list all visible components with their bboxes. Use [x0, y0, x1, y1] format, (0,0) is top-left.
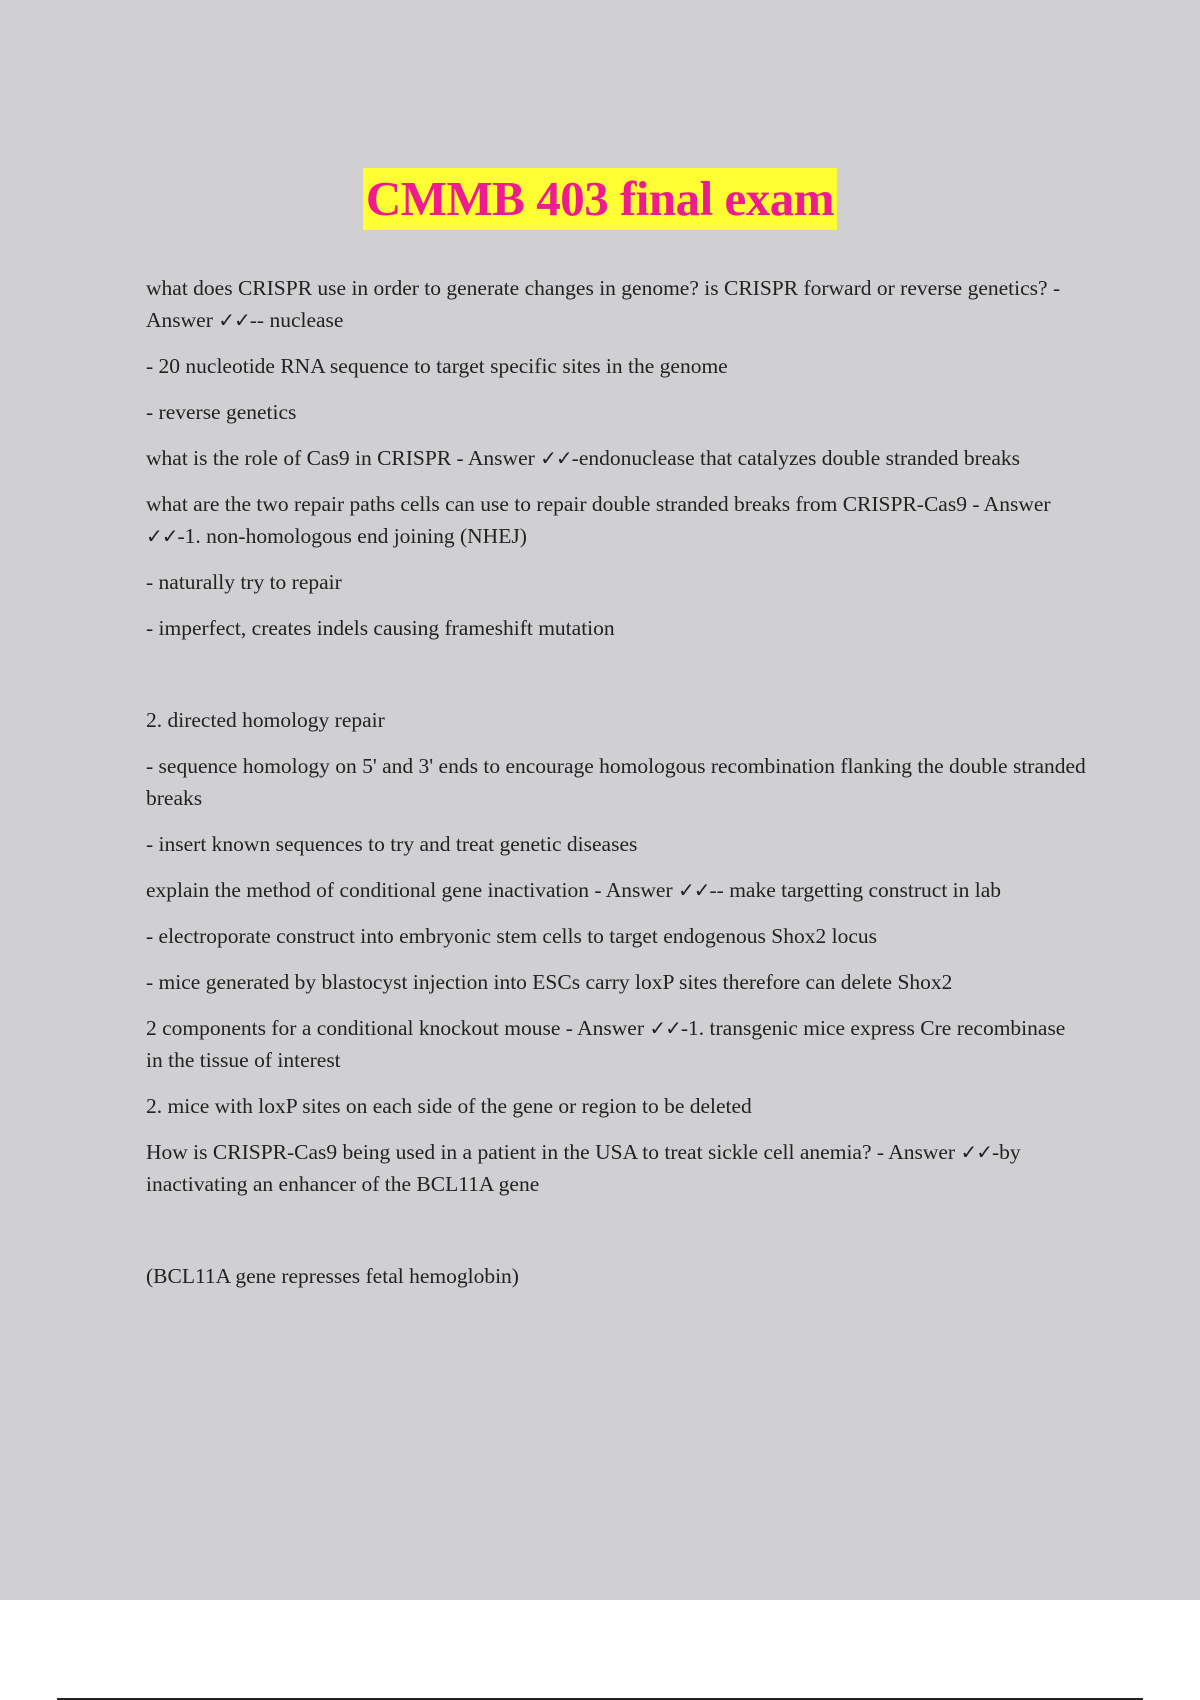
paragraph: 2. directed homology repair [146, 708, 385, 732]
paragraph: - electroporate construct into embryonic stem cells to target endogenous Shox2 locus [146, 924, 878, 948]
double-check-icon: ✓✓ [677, 878, 710, 902]
paragraph: - naturally try to repair [146, 570, 342, 594]
paragraph [146, 1012, 1086, 1076]
double-check-icon: ✓✓ [540, 446, 572, 470]
paragraph [146, 1136, 1086, 1200]
question-text: How is CRISPR-Cas9 being used in a patient in the USA to treat sickle cell anemia? - Answer [146, 1140, 961, 1164]
answer-text: -- nuclease [249, 308, 344, 332]
paragraph: - 20 nucleotide RNA sequence to target specific sites in the genome [146, 354, 728, 378]
double-check-icon: ✓✓ [649, 1016, 681, 1040]
answer-text: -endonuclease that catalyzes double stranded breaks [571, 446, 1020, 470]
paragraph [146, 442, 1086, 474]
paragraph: 2. mice with loxP sites on each side of the gene or region to be deleted [146, 1094, 752, 1118]
question-text: what are the two repair paths cells can use to repair double stranded breaks from CRISPR-Cas9 - Answer [146, 492, 1051, 516]
question-text: 2 components for a conditional knockout mouse - Answer [146, 1016, 650, 1040]
double-check-icon: ✓✓ [146, 524, 178, 548]
paragraph: - reverse genetics [146, 400, 297, 424]
question-text: what does CRISPR use in order to generate changes in genome? is CRISPR forward or reverse genetics? - Answer [146, 276, 1061, 332]
page-title: CMMB 403 final exam [363, 168, 837, 230]
paragraph [146, 272, 1086, 336]
paragraph [146, 874, 1086, 906]
title-container [0, 168, 1200, 230]
paragraph: - mice generated by blastocyst injection into ESCs carry loxP sites therefore can delete Shox2 [146, 970, 953, 994]
document-body [146, 272, 1086, 1306]
answer-text: -by inactivating an enhancer of the BCL11A gene [146, 1140, 1021, 1196]
answer-text: -1. non-homologous end joining (NHEJ) [177, 524, 527, 548]
paragraph: (BCL11A gene represses fetal hemoglobin) [146, 1264, 519, 1288]
question-text: what is the role of Cas9 in CRISPR - Answer [146, 446, 541, 470]
paragraph [146, 488, 1086, 552]
paragraph: - insert known sequences to try and treat genetic diseases [146, 832, 638, 856]
double-check-icon: ✓✓ [218, 308, 250, 332]
double-check-icon: ✓✓ [960, 1140, 992, 1164]
paragraph: - imperfect, creates indels causing frameshift mutation [146, 616, 615, 640]
question-text: explain the method of conditional gene inactivation - Answer [146, 878, 678, 902]
answer-text: -- make targetting construct in lab [709, 878, 1002, 902]
paragraph: - sequence homology on 5' and 3' ends to encourage homologous recombination flanking the double stranded breaks [146, 754, 1086, 810]
answer-text: -1. transgenic mice express Cre recombinase in the tissue of interest [146, 1016, 1066, 1072]
